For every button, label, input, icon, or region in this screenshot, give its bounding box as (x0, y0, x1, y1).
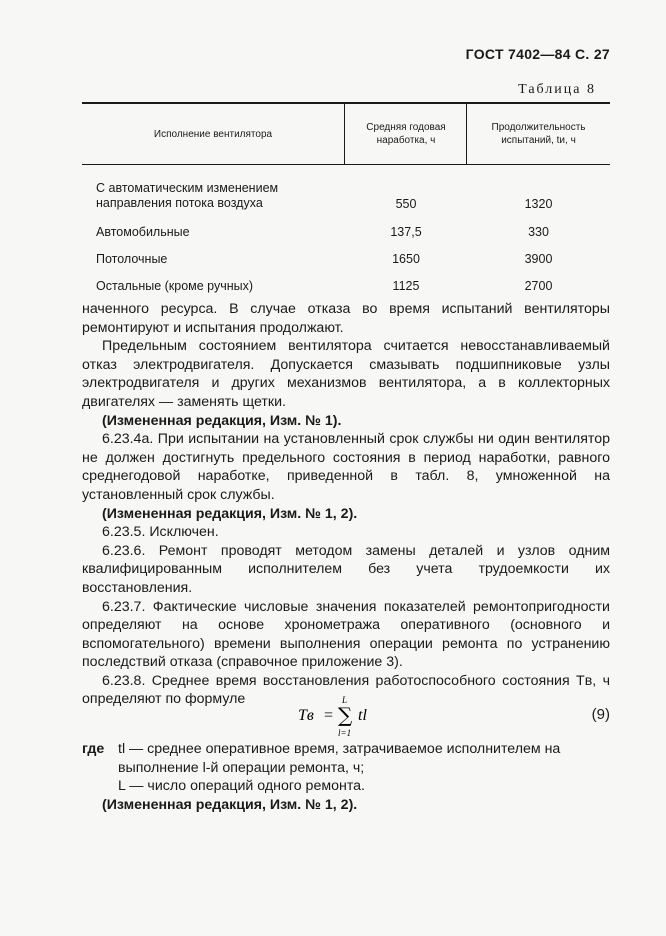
table-8 (82, 102, 610, 295)
formula-expression (294, 694, 494, 738)
formula-9 (82, 694, 610, 738)
formula-sum-upper: L (342, 695, 348, 705)
cell-test-duration: 1320 (524, 197, 553, 211)
amendment-note: (Измененная редакция, Изм. № 1, 2). (102, 505, 358, 522)
formula-sum-lower: l=1 (338, 728, 352, 738)
cell-version: Остальные (кроме ручных) (96, 279, 254, 293)
formula-lhs: Tв (298, 707, 314, 724)
legend-item: tl — среднее оперативное время, затрачиваемое исполнителем на выполнение l-й операции ремонта, ч; (118, 741, 561, 776)
cell-version: Потолочные (96, 252, 168, 266)
table-caption: Таблица 8 (518, 82, 596, 97)
column-header-version: Исполнение вентилятора (153, 128, 273, 140)
paragraph: 6.23.5. Исключен. (102, 524, 219, 541)
cell-test-duration: 2700 (524, 279, 553, 293)
paragraph: наченного ресурса. В случае отказа во время испытаний вентиляторы ремонтируют и испытания продолжают. (82, 301, 610, 336)
sigma-icon: ∑ (338, 703, 353, 727)
table-body (82, 165, 610, 295)
cell-version: Автомобильные (96, 225, 190, 239)
page-header: ГОСТ 7402—84 С. 27 (465, 46, 610, 62)
paragraph: 6.23.7. Фактические числовые значения показателей ремонтопригодности определяют на основе хронометража оперативного (основного и вспомогательного) времени выполнения операции ремонта по устранению последствий отказа (справочное приложение 3). (82, 598, 610, 671)
cell-avg-hours: 550 (395, 197, 417, 211)
where-label: где (82, 741, 105, 757)
body-text (82, 300, 610, 709)
formula-equals: = (324, 707, 334, 724)
cell-avg-hours: 137,5 (390, 225, 422, 239)
cell-avg-hours: 1650 (392, 252, 420, 266)
cell-version: С автоматическим изменением направления потока воздуха (96, 181, 279, 210)
legend-item: L — число операций одного ремонта. (118, 778, 365, 794)
column-divider (344, 104, 345, 164)
paragraph: 6.23.8. Среднее время восстановления работоспособного состояния Tв, ч определяют по формуле (82, 672, 610, 708)
formula-term: tl (358, 707, 367, 724)
cell-test-duration: 3900 (524, 252, 553, 266)
paragraph: 6.23.4а. При испытании на установленный срок службы ни один вентилятор не должен достигнуть предельного состояния в период наработки, равного среднегодовой наработке, приведенной в табл. 8, умноженной на установленный срок службы. (82, 431, 610, 503)
column-header-avg-hours: Средняя годовая наработка, ч (366, 122, 446, 146)
amendment-note: (Измененная редакция, Изм. № 1, 2). (102, 797, 358, 813)
cell-avg-hours: 1125 (392, 279, 420, 293)
formula-number: (9) (591, 706, 610, 723)
cell-test-duration: 330 (528, 225, 549, 239)
table-header (82, 104, 610, 165)
paragraph: 6.23.6. Ремонт проводят методом замены деталей и узлов одним квалифицированным исполнителем без учета трудоемкости их восстановления. (82, 542, 610, 596)
paragraph: Предельным состоянием вентилятора считается невосстанавливаемый отказ электродвигателя. Допускается смазывать подшипниковые узлы электродвигателя и других механизмов вентилятора, а в коллекторных двигателях — заменять щетки. (82, 338, 610, 410)
column-header-test-duration: Продолжительность испытаний, tи, ч (491, 122, 586, 146)
amendment-note: (Измененная редакция, Изм. № 1). (102, 412, 342, 429)
